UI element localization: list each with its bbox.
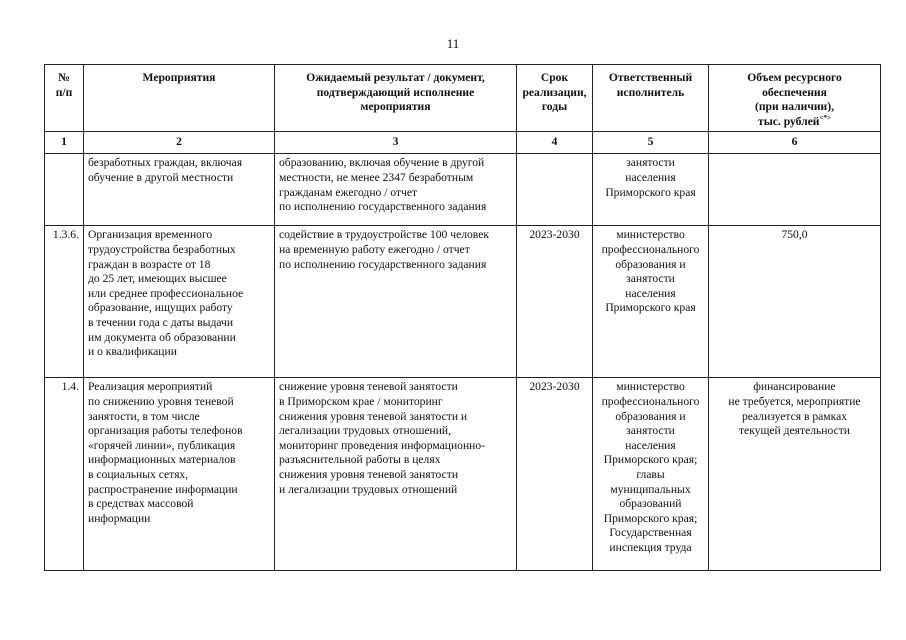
row-number: 1.3.6. [45,226,84,378]
measures-table [44,64,881,571]
row-volume [709,154,881,226]
row-executor: занятости населения Приморского края [593,154,709,226]
column-number: 2 [84,132,275,154]
row-event: Реализация мероприятий по снижению уровня теневой занятости, в том числе организация работы телефонов «горячей линии», публикация информационных материалов в социальных сетях, распространение информации в средствах массовой информации [84,378,275,571]
row-executor: министерство профессионального образования и занятости населения Приморского края; главы муниципальных образований Приморского края; Государственная инспекция труда [593,378,709,571]
header-term: Срок реализации, годы [517,65,593,132]
column-number: 6 [709,132,881,154]
column-number-row [45,132,881,154]
row-executor: министерство профессионального образования и занятости населения Приморского края [593,226,709,378]
row-result: образованию, включая обучение в другой местности, не менее 2347 безработным гражданам ежегодно / отчет по исполнению государственного задания [275,154,517,226]
page-number: 11 [446,36,460,51]
column-number: 1 [45,132,84,154]
row-event: Организация временного трудоустройства безработных граждан в возрасте от 18 до 25 лет, имеющих высшее или среднее профессиональное образование, ищущих работу в течении года с даты выдачи им документа об образовании и о квалификации [84,226,275,378]
row-term [517,154,593,226]
row-term: 2023-2030 [517,378,593,571]
header-result: Ожидаемый результат / документ, подтверждающий исполнение мероприятия [275,65,517,132]
table-row [45,226,881,378]
row-volume: финансирование не требуется, мероприятие реализуется в рамках текущей деятельности [709,378,881,571]
row-event: безработных граждан, включая обучение в другой местности [84,154,275,226]
column-number: 4 [517,132,593,154]
row-volume: 750,0 [709,226,881,378]
table-row [45,378,881,571]
row-term: 2023-2030 [517,226,593,378]
table-row [45,154,881,226]
header-footnote: <*> [819,113,831,122]
row-result: содействие в трудоустройстве 100 человек на временную работу ежегодно / отчет по исполнению государственного задания [275,226,517,378]
column-number: 5 [593,132,709,154]
column-number: 3 [275,132,517,154]
row-result: снижение уровня теневой занятости в Приморском крае / мониторинг снижения уровня теневой занятости и легализации трудовых отношений, мониторинг проведения информационно- разъяснительной работы в целях снижения уровня теневой занятости и легализации трудовых отношений [275,378,517,571]
header-executor: Ответственный исполнитель [593,65,709,132]
row-number: 1.4. [45,378,84,571]
header-event: Мероприятия [84,65,275,132]
header-volume: Объем ресурсного обеспечения (при наличии), тыс. рублей<*> [709,65,881,132]
table-header-row [45,65,881,132]
header-number: № п/п [45,65,84,132]
row-number [45,154,84,226]
